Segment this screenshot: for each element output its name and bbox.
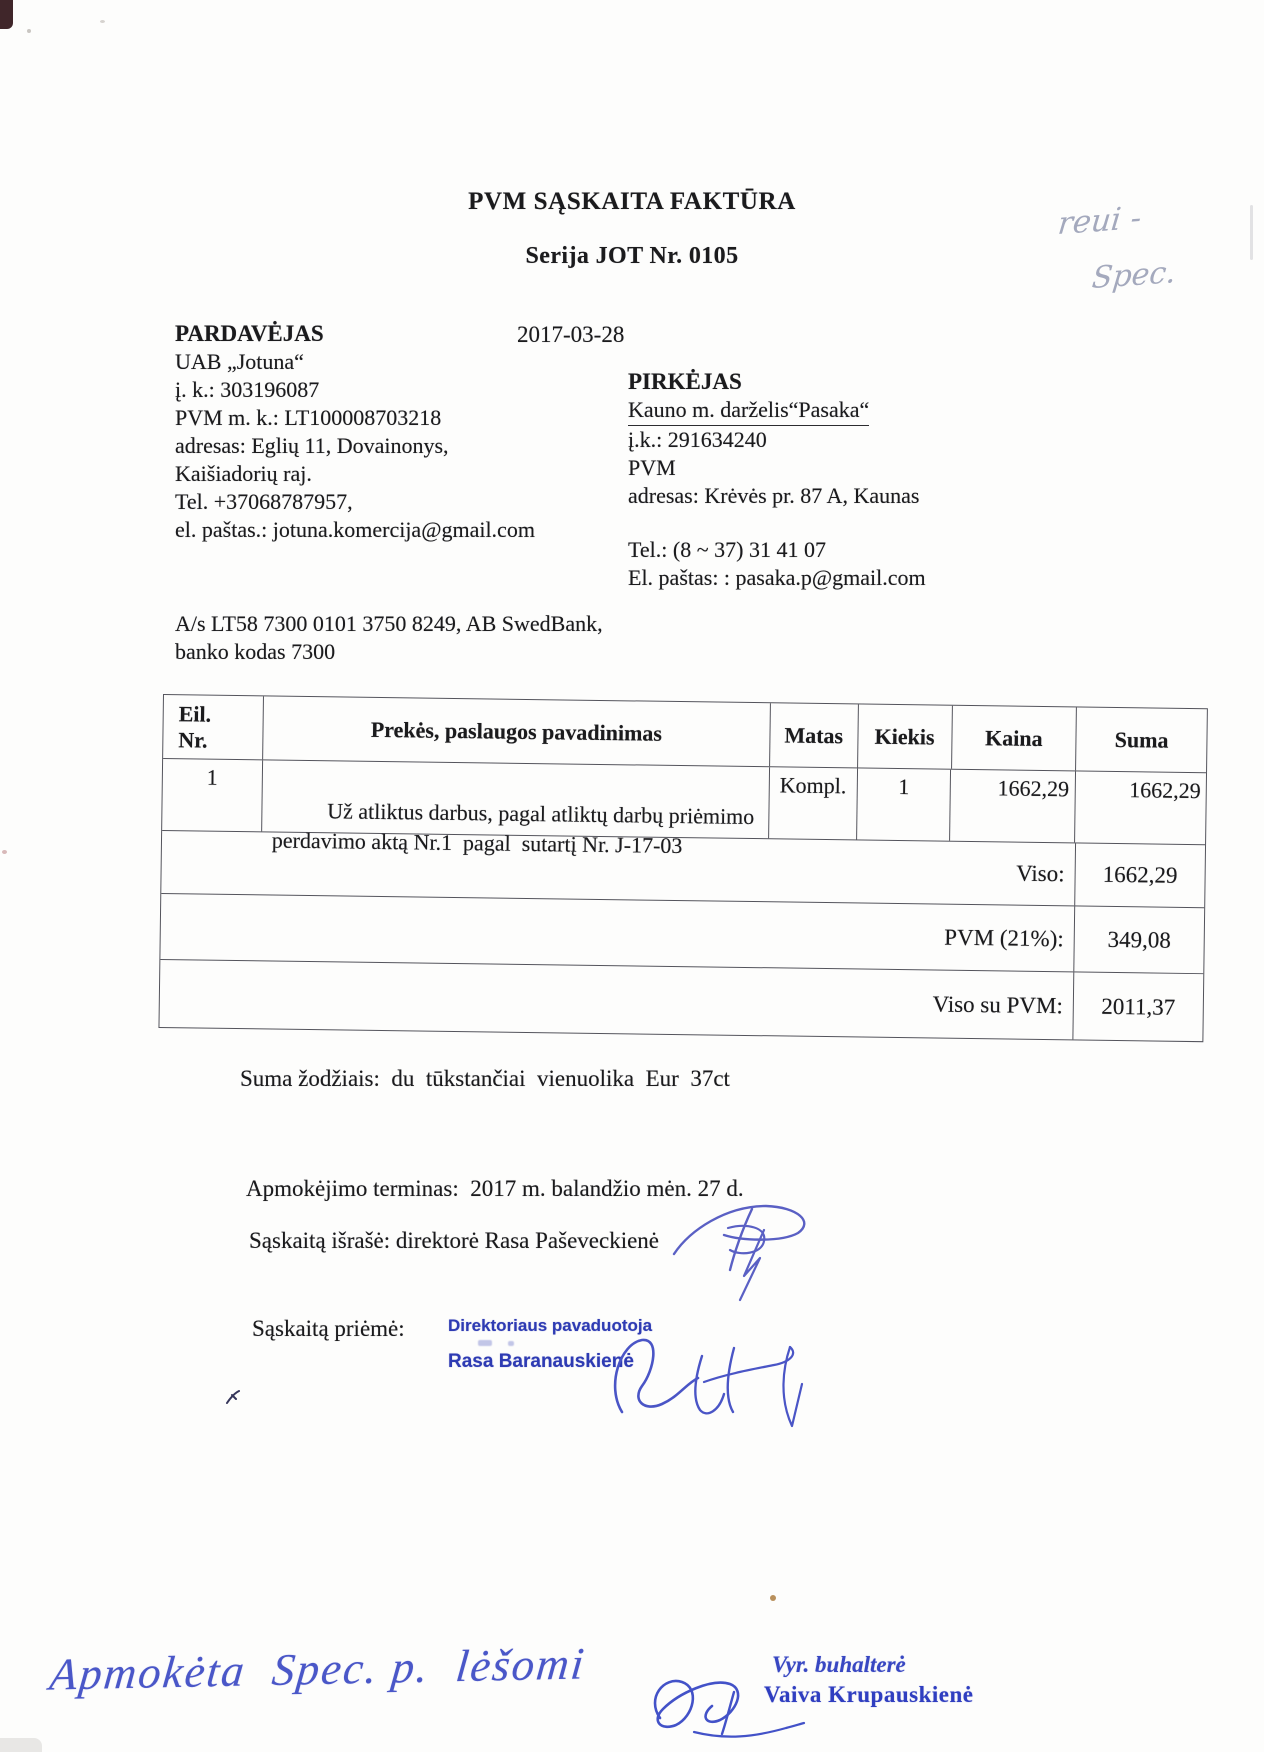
item-nr: 1 [162,759,263,831]
seller-email: el. paštas.: jotuna.komercija@gmail.com [175,517,535,542]
deputy-signature [602,1326,812,1446]
buyer-code: į.k.: 291634240 [628,427,767,452]
accountant-stamp-name: Vaiva Krupauskienė [764,1682,974,1707]
buyer-pvm: PVM [628,455,676,480]
seller-heading: PARDAVĖJAS [175,321,324,346]
payment-terms: Apmokėjimo terminas: 2017 m. balandžio mėn. 27 d. [246,1176,744,1201]
buyer-name: Kauno m. darželis“Pasaka“ [628,396,869,426]
scan-speck [27,29,31,33]
seller-code: į. k.: 303196087 [175,377,320,402]
seller-address-line1: adresas: Eglių 11, Dovainonys, [175,433,449,458]
col-header-qty: Kiekis [858,704,953,768]
pencil-note-line1: reui - [1056,199,1144,243]
amount-in-words: Suma žodžiais: du tūkstančiai vienuolika Eur 37ct [240,1066,730,1091]
total-value: 1662,29 [1074,843,1205,907]
buyer-email: El. paštas: : pasaka.p@gmail.com [628,565,926,590]
buyer-heading: PIRKĖJAS [628,369,742,394]
accountant-stamp-title: Vyr. buhalterė [772,1652,906,1677]
total-label: Viso: [1016,860,1065,887]
scan-speck [100,20,105,23]
col-header-name: Prekės, paslaugos pavadinimas [263,696,771,766]
invoice-table [158,694,1207,1042]
seller-vat-code: PVM m. k.: LT100008703218 [175,405,442,430]
bank-code-line: banko kodas 7300 [175,639,336,664]
pencil-note-line2: Spec. [1090,254,1178,297]
buyer-block [628,368,926,592]
col-header-unit: Matas [770,703,859,767]
stamp-faint-mark [478,1340,492,1346]
item-unit: Kompl. [769,767,858,839]
received-stamp-name: Rasa Baranauskienė [448,1351,634,1372]
handwritten-paid-note: Apmokėta Spec. p. lėšomi [47,1638,589,1700]
item-qty: 1 [857,768,952,840]
scan-speck [2,850,7,854]
total-label: Viso su PVM: [932,991,1064,1018]
total-label: PVM (21%): [944,924,1064,951]
invoice-title: PVM SĄSKAITA FAKTŪRA [468,188,796,215]
issued-by-line: Sąskaitą išrašė: direktorė Rasa Paševeckienė [249,1228,660,1253]
buyer-address: adresas: Krėvės pr. 87 A, Kaunas [628,483,920,508]
scan-speck [770,1595,776,1601]
seller-phone: Tel. +37068787957, [175,489,353,514]
col-header-price: Kaina [952,706,1078,771]
item-name: Už atliktus darbus, pagal atliktų darbų priėmimo perdavimo aktą Nr.1 pagal sutartį Nr. J-17-03 [262,760,770,838]
invoice-date: 2017-03-28 [517,322,625,347]
item-price: 1662,29 [951,770,1077,843]
stamp-faint-mark [508,1341,514,1346]
total-row-viso-su-pvm [159,960,1203,1041]
bank-account-line: A/s LT58 7300 0101 3750 8249, AB SwedBank, [175,611,603,636]
buyer-phone: Tel.: (8 ~ 37) 31 41 07 [628,537,826,562]
director-signature [668,1196,828,1306]
bank-block [175,610,603,666]
seller-address-line2: Kaišiadorių raj. [175,461,312,486]
received-by-label: Sąskaitą priėmė: [252,1316,405,1341]
received-stamp-title: Direktoriaus pavaduotoja [448,1316,653,1335]
seller-block [175,320,535,544]
invoice-series: Serija JOT Nr. 0105 [525,243,739,269]
total-value: 2011,37 [1072,972,1203,1041]
scan-speck [0,1738,42,1752]
col-header-sum: Suma [1114,726,1169,753]
item-sum: 1662,29 [1129,777,1201,804]
total-value: 349,08 [1073,906,1204,973]
scan-corner-mark [0,0,13,29]
seller-name: UAB „Jotuna“ [175,349,304,374]
pen-tick-mark [224,1388,242,1406]
col-header-eil-nr: Eil. Nr. [163,695,264,759]
